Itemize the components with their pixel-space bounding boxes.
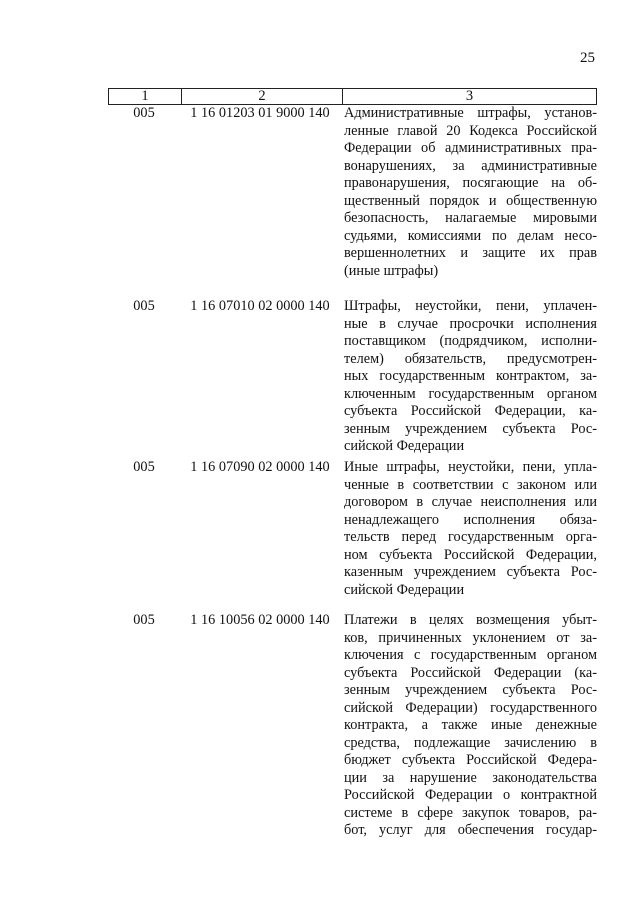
description-line: ков, причиненных уклонением от за- xyxy=(344,629,597,646)
budget-classification-code: 1 16 07010 02 0000 140 xyxy=(190,298,330,314)
description-line: безопасность, налагаемые мировыми xyxy=(344,210,597,226)
description-line: ключенным государственным органом xyxy=(344,385,597,402)
description-line: зенным учреждением субъекта Рос- xyxy=(344,420,597,437)
admin-code: 005 xyxy=(133,612,155,628)
description-line: сийской Федерации xyxy=(344,438,465,454)
budget-classification-code: 1 16 10056 02 0000 140 xyxy=(190,612,330,628)
description-line: ном субъекта Российской Федерации, xyxy=(344,546,597,563)
description-line: поставщиком (подрядчиком, исполни- xyxy=(344,333,597,349)
description-line: казенным учреждением субъекта Рос- xyxy=(344,564,597,580)
description-line: субъекта Российской Федерации (ка- xyxy=(344,664,597,681)
description-line: ные в случае просрочки исполнения xyxy=(344,315,597,332)
table-row xyxy=(108,298,597,473)
description-line: зенным учреждением субъекта Рос- xyxy=(344,682,597,698)
description-line: сийской Федерации) государственного xyxy=(344,699,597,716)
budget-classification-code: 1 16 01203 01 9000 140 xyxy=(190,105,330,121)
description-line: ции за нарушение законодательства xyxy=(344,769,597,786)
description-line: вершеннолетних и защите их прав xyxy=(344,245,597,261)
description-line: контракта, а также иные денежные xyxy=(344,717,597,733)
description-line: ключения с государственным органом xyxy=(344,647,597,663)
admin-code: 005 xyxy=(133,459,155,475)
budget-classification-code: 1 16 07090 02 0000 140 xyxy=(190,459,330,475)
description-line: телем) обязательств, предусмотрен- xyxy=(344,350,597,367)
description-line: ных государственным контрактом, за- xyxy=(344,368,597,384)
description-line: бюджет субъекта Российской Федера- xyxy=(344,752,597,768)
description-line: бот, услуг для обеспечения государ- xyxy=(344,822,597,838)
description-line: средства, подлежащие зачислению в xyxy=(344,734,597,751)
column-header-1: 1 xyxy=(109,89,182,105)
description-line: Иные штрафы, неустойки, пени, упла- xyxy=(344,459,597,475)
description-line: Штрафы, неустойки, пени, уплачен- xyxy=(344,298,597,314)
description-line: щественный порядок и общественную xyxy=(344,192,597,209)
column-header-3: 3 xyxy=(343,89,597,105)
description-line: Административные штрафы, установ- xyxy=(344,105,597,121)
description-line: ченные в соответствии с законом или xyxy=(344,476,597,493)
description-line: тельств перед государственным орга- xyxy=(344,529,597,545)
description-line: сийской Федерации xyxy=(344,581,465,598)
description-line: Платежи в целях возмещения убыт- xyxy=(344,612,597,628)
table-row xyxy=(108,105,597,280)
description-line: Федерации об административных пра- xyxy=(344,140,597,156)
description-line: вонарушениях, за административные xyxy=(344,157,597,174)
description-line: ненадлежащего исполнения обяза- xyxy=(344,511,597,528)
column-header-row xyxy=(109,89,597,105)
description-line: судьями, комиссиями по делам несо- xyxy=(344,227,597,244)
description-line: Российской Федерации о контрактной xyxy=(344,787,597,803)
income-description xyxy=(344,298,597,456)
admin-code: 005 xyxy=(133,105,155,121)
table-row xyxy=(108,459,597,617)
column-header-2: 2 xyxy=(182,89,343,105)
income-description xyxy=(344,105,597,280)
description-line: ленные главой 20 Кодекса Российской xyxy=(344,122,597,139)
description-line: субъекта Российской Федерации, ка- xyxy=(344,403,597,419)
table-row xyxy=(108,612,597,842)
page-number: 25 xyxy=(580,50,595,66)
income-description xyxy=(344,459,597,599)
admin-code: 005 xyxy=(133,298,155,314)
description-line: системе в сфере закупок товаров, ра- xyxy=(344,804,597,821)
column-header-table xyxy=(108,88,597,105)
description-line: (иные штрафы) xyxy=(344,262,439,279)
description-line: договором в случае неисполнения или xyxy=(344,494,597,510)
income-description xyxy=(344,612,597,840)
description-line: правонарушения, посягающие на об- xyxy=(344,175,597,191)
